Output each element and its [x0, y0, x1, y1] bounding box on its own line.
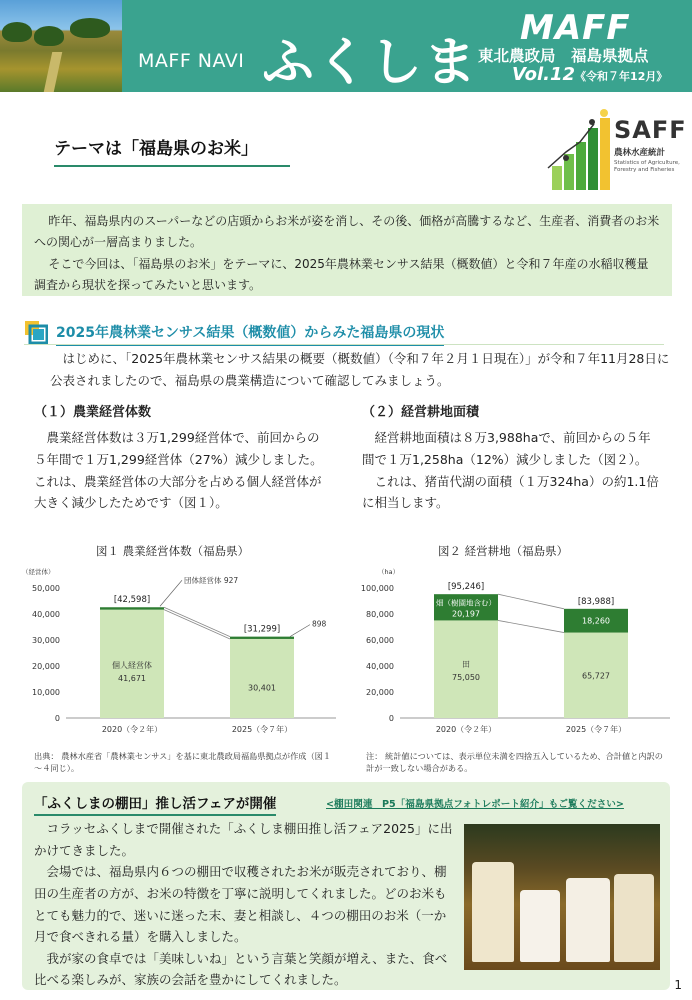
rice-bag — [520, 890, 560, 962]
y-axis-unit: （ha） — [378, 568, 400, 576]
bar-団体経営体 — [230, 637, 294, 639]
rice-field-photo — [0, 0, 122, 92]
annotation-leader — [290, 625, 310, 637]
bar-value-label: 20,197 — [452, 609, 480, 619]
fair-body — [34, 818, 456, 991]
rice-bag — [472, 862, 514, 962]
bar-value-label: 898 — [312, 619, 327, 629]
series-name-label: 田 — [462, 660, 470, 670]
bar-value-label: 65,727 — [582, 671, 610, 681]
intro-box — [22, 204, 672, 296]
annotation-leader — [160, 580, 182, 606]
office-name: 東北農政局 福島県拠点 — [478, 47, 649, 65]
series-name-label: 個人経営体 — [112, 660, 152, 670]
bar-total-label: [31,299] — [243, 624, 281, 635]
section-square-icon — [24, 320, 48, 344]
annotation-label: 団体経営体 927 — [184, 576, 239, 586]
bar-個人経営体 — [230, 639, 294, 718]
y-tick-label: 50,000 — [32, 584, 60, 593]
saff-title: SAFF — [614, 116, 687, 144]
y-tick-label: 100,000 — [360, 584, 394, 593]
bar-団体経営体 — [100, 607, 164, 609]
saff-subtitle: 農林水産統計 — [614, 148, 666, 158]
connector-line — [498, 594, 564, 609]
bar-value-label: 75,050 — [452, 673, 480, 683]
tree-shape — [34, 26, 64, 46]
volume-date: 《令和７年12月》 — [575, 70, 668, 83]
rice-bags-photo — [464, 824, 660, 970]
fair-heading: 「ふくしまの棚田」推し活フェアが開催 — [34, 792, 276, 816]
y-tick-label: 80,000 — [366, 610, 394, 619]
column-heading: （２）経営耕地面積 — [362, 405, 480, 420]
theme-title: テーマは「福島県のお米」 — [54, 134, 290, 167]
x-tick-label: 2020（令２年） — [101, 725, 163, 734]
bar-total-label: [83,988] — [577, 596, 615, 607]
saff-english: Statistics of Agriculture, Forestry and Fisheries — [614, 160, 680, 173]
rice-bag — [614, 874, 654, 962]
caution-note — [366, 750, 666, 775]
tree-shape — [2, 22, 32, 42]
bar-total-label: [42,598] — [113, 595, 151, 606]
column-farm-entities — [34, 402, 332, 514]
volume-number: Vol.12 — [512, 64, 576, 85]
x-tick-label: 2020（令２年） — [435, 725, 497, 734]
source-note-label: 出典： — [34, 751, 59, 761]
x-tick-label: 2025（令７年） — [231, 725, 293, 734]
volume-label — [512, 64, 667, 85]
chart2-cultivated-land — [350, 560, 680, 750]
chart1-title: 図１ 農業経営体数（福島県） — [96, 544, 250, 558]
bar-value-label: 18,260 — [582, 616, 610, 626]
section-title: 2025年農林業センサス結果（概数値）からみた福島県の現状 — [56, 322, 444, 346]
caution-note-text: 統計値については、表示単位未満を四捨五入しているため、合計値と内訳の計が一致しない場合がある。 — [366, 751, 663, 774]
series-name-label: 畑（樹園地含む） — [436, 598, 496, 608]
section-divider — [24, 344, 664, 345]
maff-logo-text: MAFF — [520, 8, 631, 48]
fair-related-link[interactable]: <棚田関連 P5「福島県拠点フォトレポート紹介」もご覧ください> — [326, 799, 624, 810]
connector-line — [498, 620, 564, 632]
x-tick-label: 2025（令７年） — [565, 725, 627, 734]
caution-note-label: 注： — [366, 751, 383, 761]
page-number: 1 — [674, 978, 682, 992]
y-axis-unit: （経営体） — [22, 568, 55, 576]
navi-big-title: ふくしま — [262, 33, 479, 93]
column-body: 経営耕地面積は８万3,988haで、前回からの５年間で１万1,258ha（12%）減少しました（図２）。 — [362, 429, 651, 467]
bar-value-label: 41,671 — [118, 673, 146, 683]
navi-small-title: MAFF NAVI — [138, 50, 245, 72]
column-cultivated-land — [362, 402, 660, 514]
section-lead: はじめに、「2025年農林業センサス結果の概要（概数値）（令和７年２月１日現在）」が令和７年11月28日に公表されましたので、福島県の農業構造について確認してみましょう。 — [50, 351, 670, 388]
chart2-title: 図２ 経営耕地（福島県） — [438, 544, 569, 558]
y-tick-label: 60,000 — [366, 636, 394, 645]
y-tick-label: 40,000 — [32, 610, 60, 619]
column-body: 農業経営体数は３万1,299経営体で、前回からの５年間で１万1,299経営体（27%）減少しました。これは、農業経営体の大部分を占める個人経営体が大きく減少したためです（図１）。 — [34, 429, 323, 511]
fair-paragraph-3: 我が家の食卓では「美味しいね」という言葉と笑顔が増え、また、食べ比べる楽しみが、家族の会話を豊かにしてくれました。 — [34, 950, 448, 988]
fair-paragraph-1: コラッセふくしまで開催された「ふくしま棚田推し活フェア2025」に出かけてきました。 — [34, 821, 453, 858]
header-banner — [0, 0, 692, 92]
y-tick-label: 20,000 — [366, 688, 394, 697]
y-tick-label: 40,000 — [366, 662, 394, 671]
connector-line — [164, 607, 230, 636]
connector-line — [164, 610, 230, 639]
source-note — [34, 750, 334, 775]
y-tick-label: 0 — [54, 714, 60, 723]
fair-paragraph-2: 会場では、福島県内６つの棚田で収穫されたお米が販売されており、棚田の生産者の方が、お米の特徴を丁寧に説明してくれました。どのお米もとても魅力的で、迷いに迷った末、妻と相談し、４つの棚田のお米（一か月で食べきれる量）を購入しました。 — [34, 864, 447, 945]
field-path — [44, 52, 63, 92]
intro-paragraph-1: 昨年、福島県内のスーパーなどの店頭からお米が姿を消し、その後、価格が高騰するなど、生産者、消費者のお米への関心が一層高まりました。 — [34, 214, 660, 250]
bar-total-label: [95,246] — [447, 582, 485, 593]
y-tick-label: 10,000 — [32, 688, 60, 697]
y-tick-label: 30,000 — [32, 636, 60, 645]
bar-value-label: 30,401 — [248, 683, 276, 693]
source-note-text: 農林水産省「農林業センサス」を基に東北農政局福島県拠点が作成（図１～４同じ）。 — [34, 751, 332, 774]
chart1-farm-entities — [20, 560, 342, 750]
column-heading: （１）農業経営体数 — [34, 405, 152, 420]
y-tick-label: 20,000 — [32, 662, 60, 671]
y-tick-label: 0 — [388, 714, 394, 723]
tree-shape — [70, 18, 110, 38]
intro-paragraph-2: そこで今回は、「福島県のお米」をテーマに、2025年農林業センサス結果（概数値）と令和７年産の水稲収穫量調査から現状を探ってみたいと思います。 — [34, 256, 649, 293]
rice-bag — [566, 878, 610, 962]
column-body: これは、猪苗代湖の面積（１万324ha）の約1.1倍に相当します。 — [362, 473, 659, 511]
